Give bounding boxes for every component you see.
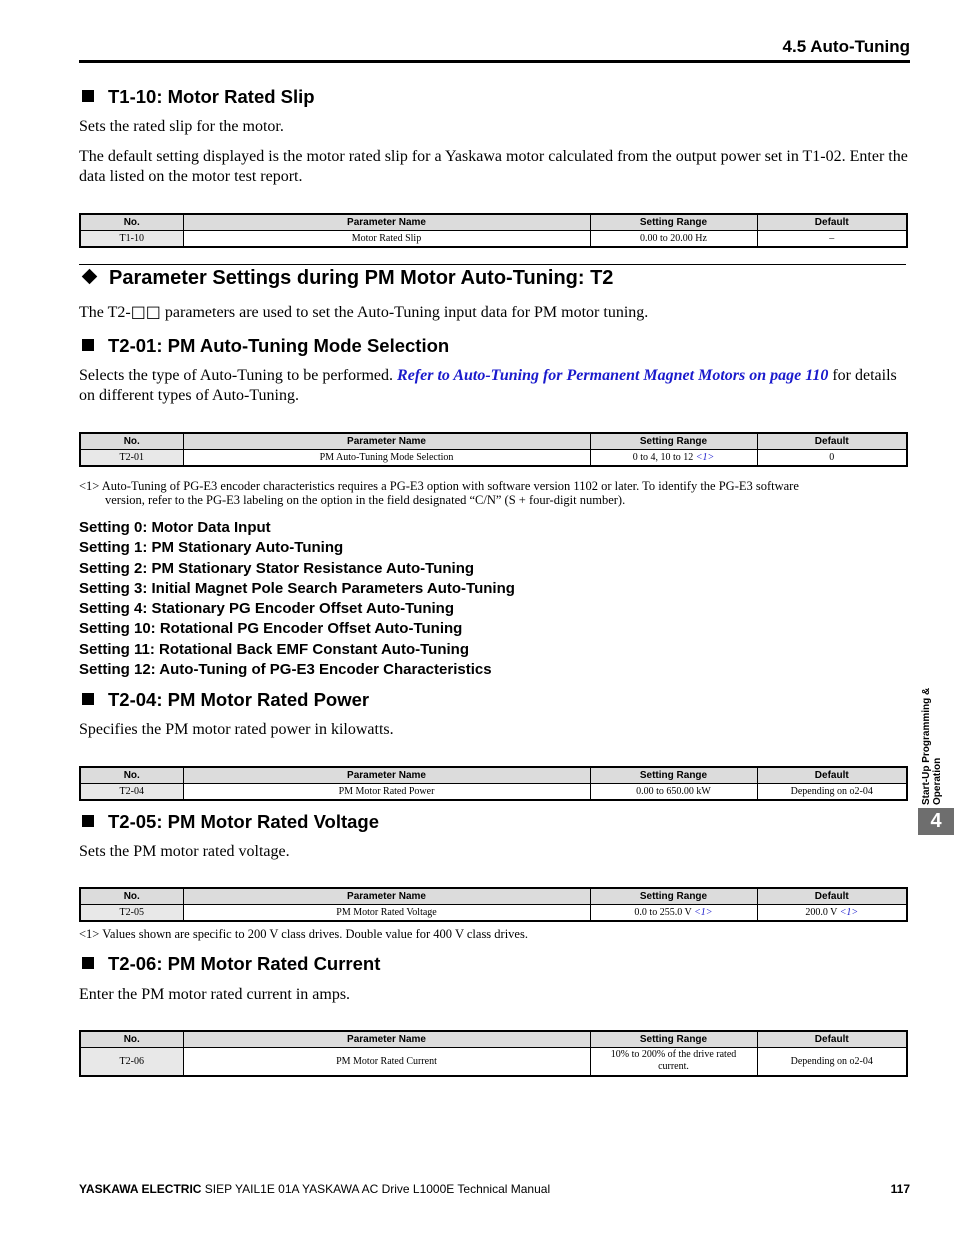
table-cell: PM Motor Rated Current [183, 1048, 590, 1076]
square-bullet-icon [82, 957, 94, 969]
table-cell: T2-05 [80, 905, 183, 922]
column-header: Default [757, 214, 907, 231]
table-header-row [80, 1031, 907, 1048]
table-cell: PM Motor Rated Power [183, 784, 590, 801]
table-cell [590, 450, 757, 467]
column-header: Setting Range [590, 767, 757, 784]
setting-item: Setting 3: Initial Magnet Pole Search Parameters Auto-Tuning [79, 579, 515, 597]
table-cell: Motor Rated Slip [183, 231, 590, 248]
table-cell: 0 [757, 450, 907, 467]
table-cell: Depending on o2-04 [757, 784, 907, 801]
column-header: No. [80, 1031, 183, 1048]
setting-item: Setting 2: PM Stationary Stator Resistance Auto-Tuning [79, 559, 475, 577]
paragraph: The default setting displayed is the motor rated slip for a Yaskawa motor calculated from the output power set in T1-02. Enter the data listed on the motor test report. [79, 148, 908, 185]
square-bullet-icon [82, 815, 94, 827]
column-header: No. [80, 767, 183, 784]
section-rule [79, 264, 906, 265]
column-header: Default [757, 1031, 907, 1048]
chapter-tab[interactable]: 4 [918, 808, 954, 835]
setting-item: Setting 12: Auto-Tuning of PG-E3 Encoder Characteristics [79, 661, 492, 679]
text: Selects the type of Auto-Tuning to be performed. [79, 367, 398, 384]
column-header: Default [757, 888, 907, 905]
square-bullet-icon [82, 339, 94, 351]
square-bullet-icon [82, 693, 94, 705]
paragraph: Enter the PM motor rated current in amps. [79, 986, 351, 1003]
heading-text: T2-01: PM Auto-Tuning Mode Selection [108, 335, 450, 356]
footnote-line: <1> Auto-Tuning of PG-E3 encoder characteristics requires a PG-E3 option with software version 1102 or later. To identify the PG-E3 software [79, 479, 799, 493]
heading-text: T1-10: Motor Rated Slip [108, 86, 315, 107]
table-header-row [80, 214, 907, 231]
column-header: Parameter Name [183, 767, 590, 784]
footnote-line: version, refer to the PG-E3 labeling on the option in the field designated “C/N” (S + four-digit number). [105, 493, 626, 507]
square-bullet-icon [82, 90, 94, 102]
setting-item: Setting 11: Rotational Back EMF Constant Auto-Tuning [79, 640, 469, 658]
column-header: No. [80, 214, 183, 231]
paragraph: Sets the PM motor rated voltage. [79, 843, 290, 860]
paragraph [79, 302, 909, 323]
text: 0 to 4, 10 to 12 [632, 452, 696, 463]
column-header: No. [80, 888, 183, 905]
setting-item: Setting 1: PM Stationary Auto-Tuning [79, 539, 344, 557]
footer-text: SIEP YAIL1E 01A YASKAWA AC Drive L1000E Technical Manual [201, 1182, 551, 1196]
text: parameters are used to set the Auto-Tuning input data for PM motor tuning. [160, 304, 649, 321]
footnote-ref-link[interactable]: <1> [695, 452, 715, 463]
table-header-row [80, 433, 907, 450]
column-header: Setting Range [590, 888, 757, 905]
column-header: Parameter Name [183, 888, 590, 905]
table-cell: T1-10 [80, 231, 183, 248]
footnote: <1> Values shown are specific to 200 V class drives. Double value for 400 V class drives. [79, 927, 528, 941]
running-header: 4.5 Auto-Tuning [782, 37, 910, 56]
column-header: Setting Range [590, 433, 757, 450]
column-header: Parameter Name [183, 433, 590, 450]
column-header: Default [757, 433, 907, 450]
side-tab-line: Operation [932, 757, 943, 805]
footnote [79, 479, 909, 507]
side-tab-line: Start-Up Programming & [921, 687, 932, 805]
heading-t2-06 [82, 953, 380, 975]
heading-text: Parameter Settings during PM Motor Auto-Tuning: T2 [109, 267, 614, 289]
table-cell [590, 1048, 757, 1076]
heading-text: T2-04: PM Motor Rated Power [108, 689, 370, 710]
column-header: Setting Range [590, 214, 757, 231]
heading-text: T2-06: PM Motor Rated Current [108, 953, 381, 974]
heading-t2-04 [82, 689, 369, 711]
footer [79, 1182, 550, 1196]
footnote-ref-link[interactable]: <1> [694, 907, 713, 918]
column-header: Setting Range [590, 1031, 757, 1048]
setting-item: Setting 0: Motor Data Input [79, 519, 271, 536]
heading-t2-05 [82, 811, 379, 833]
settings-list [79, 518, 515, 680]
table-cell: 0.00 to 20.00 Hz [590, 231, 757, 248]
table-cell: PM Motor Rated Voltage [183, 905, 590, 922]
table-cell: Depending on o2-04 [757, 1048, 907, 1076]
column-header: Parameter Name [183, 214, 590, 231]
side-tab-label [921, 645, 943, 805]
table-header-row [80, 767, 907, 784]
table-cell: T2-01 [80, 450, 183, 467]
heading-pm-t2 [82, 267, 613, 290]
footer-brand: YASKAWA ELECTRIC [79, 1182, 202, 1196]
table-row [80, 905, 907, 922]
diamond-bullet-icon [82, 269, 98, 285]
paragraph: Sets the rated slip for the motor. [79, 118, 284, 135]
parameter-table-t2-04 [79, 766, 908, 801]
text: for details on different types of Auto-Tuning. [79, 367, 897, 404]
text: The T2- [79, 304, 131, 321]
text: current. [658, 1061, 689, 1073]
text: 0.0 to 255.0 V [634, 907, 695, 918]
heading-t2-01 [82, 335, 449, 357]
table-cell: – [757, 231, 907, 248]
parameter-table-t2-01 [79, 432, 908, 467]
table-row [80, 784, 907, 801]
table-cell: T2-04 [80, 784, 183, 801]
setting-item: Setting 4: Stationary PG Encoder Offset Auto-Tuning [79, 600, 455, 618]
table-cell: PM Auto-Tuning Mode Selection [183, 450, 590, 467]
page-number: 117 [890, 1182, 910, 1196]
heading-t1-10 [82, 86, 315, 108]
table-header-row [80, 888, 907, 905]
text: 10% to 200% of the drive rated [610, 1049, 737, 1061]
setting-item: Setting 10: Rotational PG Encoder Offset Auto-Tuning [79, 620, 463, 638]
heading-text: T2-05: PM Motor Rated Voltage [108, 811, 380, 832]
table-row [80, 450, 907, 467]
table-cell: T2-06 [80, 1048, 183, 1076]
footnote-ref-link[interactable]: <1> [839, 907, 859, 918]
parameter-table-t2-05 [79, 887, 908, 922]
parameter-table-t2-06 [79, 1030, 908, 1077]
text: 200.0 V [805, 907, 840, 918]
header-rule [79, 60, 910, 63]
column-header: Parameter Name [183, 1031, 590, 1048]
placeholder-boxes: □□ [130, 302, 161, 321]
parameter-table-t1-10 [79, 213, 908, 248]
table-row [80, 231, 907, 248]
table-row [80, 1048, 907, 1076]
table-cell: 0.00 to 650.00 kW [590, 784, 757, 801]
column-header: Default [757, 767, 907, 784]
table-cell [757, 905, 907, 922]
paragraph [79, 366, 909, 406]
column-header: No. [80, 433, 183, 450]
cross-reference-link[interactable]: Refer to Auto-Tuning for Permanent Magnet Motors on page 110 [397, 367, 829, 384]
paragraph: Specifies the PM motor rated power in kilowatts. [79, 721, 394, 738]
table-cell [590, 905, 757, 922]
